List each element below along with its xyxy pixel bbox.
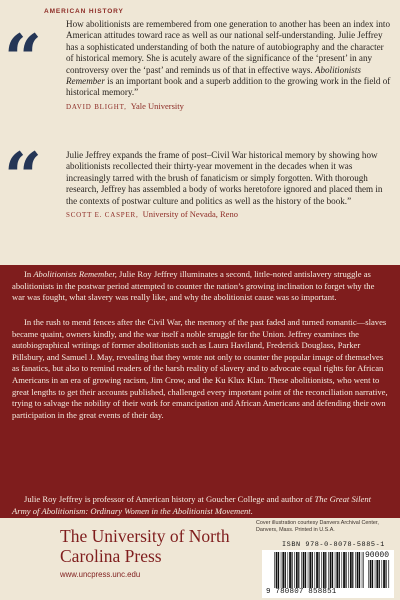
publisher-url[interactable]: www.uncpress.unc.edu — [60, 570, 141, 579]
publisher-section — [0, 518, 400, 600]
cover-credit: Cover illustration courtesy Danvers Archival Center, Danvers, Mass. Printed in U.S.A. — [256, 520, 379, 533]
quote-mark-icon: “ — [4, 138, 42, 216]
quotes-section — [0, 0, 400, 262]
barcode-bars-icon — [274, 552, 364, 588]
barcode-number: 9 780807 858851 — [266, 588, 337, 596]
blurb-quote: Julie Jeffrey expands the frame of post–Civil War historical memory by showing how abolitionists recollected their thirty-year movement in the decades when it was increasingly tarred with the brush of fanaticism or simply forgotten. With thorough research, Jeffrey has assembled a body of works heretofore ignored and placed them in the contexts of postwar culture and politics as well as the history of the book.” SCOTT E. CASPER, University of Nevada, Reno — [66, 150, 392, 221]
description-paragraph: In Abolitionists Remember, Julie Roy Jeffrey illuminates a second, little-noted antislavery struggle as abolitionists in the postwar period attempted to counter the nation’s growing inclination to forget why the war was fought, what slavery was really like, and why the abolitionist cause was so important. — [12, 269, 375, 303]
category-label: AMERICAN HISTORY — [44, 8, 124, 15]
author-bio: Julie Roy Jeffrey is professor of American history at Goucher College and author of The Great Silent Army of Abolitionism: Ordinary Women in the Abolitionist Movement. — [12, 494, 372, 516]
publisher-name: The University of North Carolina Press — [60, 526, 230, 566]
price-code: 90000 — [364, 551, 389, 560]
blurb-quote: How abolitionists are remembered from one generation to another has been an index into American attitudes toward race as well as our national self-understanding. Julie Jeffrey has a sophisticated understanding of both the nature of autobiography and the character of historical memory. She is acutely aware of the significance of the ‘present’ in any controversy over the ‘past’ and reminds us of that in effective ways. Abolitionists Remember is an important book and a superb addition to the growing work in the field of historical memory.” DAVID BLIGHT, Yale University — [66, 19, 392, 113]
description-section — [0, 265, 400, 518]
quote-attribution: SCOTT E. CASPER, University of Nevada, Reno — [66, 209, 238, 220]
addon-barcode-icon — [368, 560, 390, 588]
isbn-label: ISBN 978-0-8078-5885-1 — [282, 541, 385, 549]
description-paragraph: In the rush to mend fences after the Civil War, the memory of the past faded and turned romantic—slaves became quaint, owners kindly, and the war itself a noble struggle for the Union. Jeffrey examines the autobiographical writings of former abolitionists such as Laura Haviland, Frederick Douglass, Parker Pillsbury, and Samuel J. May, revealing that they wrote not only to counter the popular image of themselves as fanatics, but also to remind readers of the harsh reality of slavery and to advocate equal rights for African Americans in an era of growing racism, Jim Crow, and the Ku Klux Klan. These abolitionists, who went to great lengths to get their accounts published, challenged every important point of the reconciliation narrative, trying to salvage the nobility of their work for emancipation and African Americans and defending their own participation in the great events of their day. — [12, 317, 388, 420]
quote-attribution: DAVID BLIGHT, Yale University — [66, 100, 184, 111]
quote-mark-icon: “ — [4, 20, 42, 98]
barcode — [262, 550, 394, 598]
